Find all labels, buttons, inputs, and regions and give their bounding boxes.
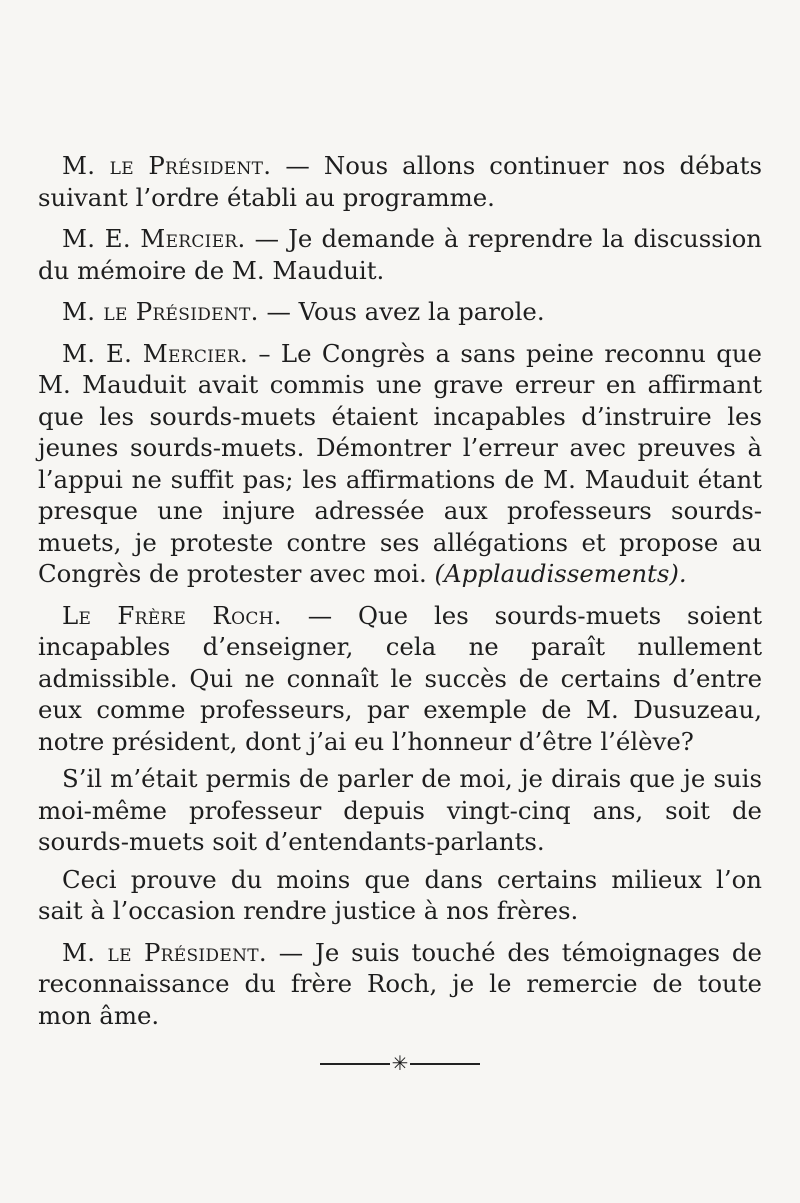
paragraph-text: S’il m’était permis de parler de moi, je dirais que je suis moi-même professeur depuis vingt-cinq ans, soit de sourds-muets soit d’entendants-parlants.: [38, 764, 762, 856]
paragraph-text: — Que les sourds-muets soient incapables d’enseigner, cela ne paraît nullement admissible. Qui ne connaît le succès de certains d’entre eux comme professeurs, par exemple de M. Dusuzeau, notre président, dont j’ai eu l’honneur d’être l’élève?: [38, 600, 762, 756]
paragraph-text: — Je suis touché des témoignages de reconnaissance du frère Roch, je le remercie de toute mon âme.: [38, 937, 762, 1030]
speaker-name: M. le Président.: [62, 297, 259, 326]
paragraph-3: [38, 296, 762, 328]
paragraph-5: [38, 600, 762, 758]
paragraph-text: – Le Congrès a sans peine reconnu que M. Mauduit avait commis une grave erreur en affirmant que les sourds-muets étaient incapables d’instruire les jeunes sourds-muets. Démontrer l’erreur avec preuves à l’appui ne suffit pas; les affirmations de M. Mauduit étant presque une injure adressée aux professeurs sourds-muets, je proteste contre ses allégations et propose au Congrès de protester avec moi.: [38, 338, 762, 588]
paragraph-2: [38, 223, 762, 286]
paragraph-1: [38, 150, 762, 213]
speaker-name: M. E. Mercier.: [62, 224, 246, 253]
paragraph-text: Ceci prouve du moins que dans certains milieux l’on sait à l’occasion rendre justice à nos frères.: [38, 864, 762, 925]
speaker-name: M. le Président.: [62, 937, 267, 967]
paragraph-6: [38, 763, 762, 858]
stage-direction: (Applaudissements).: [434, 559, 687, 588]
paragraph-text: — Nous allons continuer nos débats suivant l’ordre établi au programme.: [38, 151, 762, 212]
section-end-ornament: [320, 1053, 480, 1073]
speaker-name: M. E. Mercier.: [62, 338, 249, 368]
paragraph-7: [38, 864, 762, 927]
paragraph-text: — Vous avez la parole.: [258, 297, 545, 326]
ornament-rule-left: [320, 1063, 390, 1065]
document-page: [38, 150, 762, 1041]
paragraph-4: [38, 338, 762, 590]
paragraph-8: [38, 937, 762, 1032]
ornament-rule-right: [410, 1063, 480, 1065]
asterisk-icon: ✳: [391, 1051, 409, 1075]
paragraph-text: — Je demande à reprendre la discussion du mémoire de M. Mauduit.: [38, 224, 762, 285]
speaker-name: M. le Président.: [62, 151, 272, 180]
speaker-name: Le Frère Roch.: [62, 600, 282, 630]
